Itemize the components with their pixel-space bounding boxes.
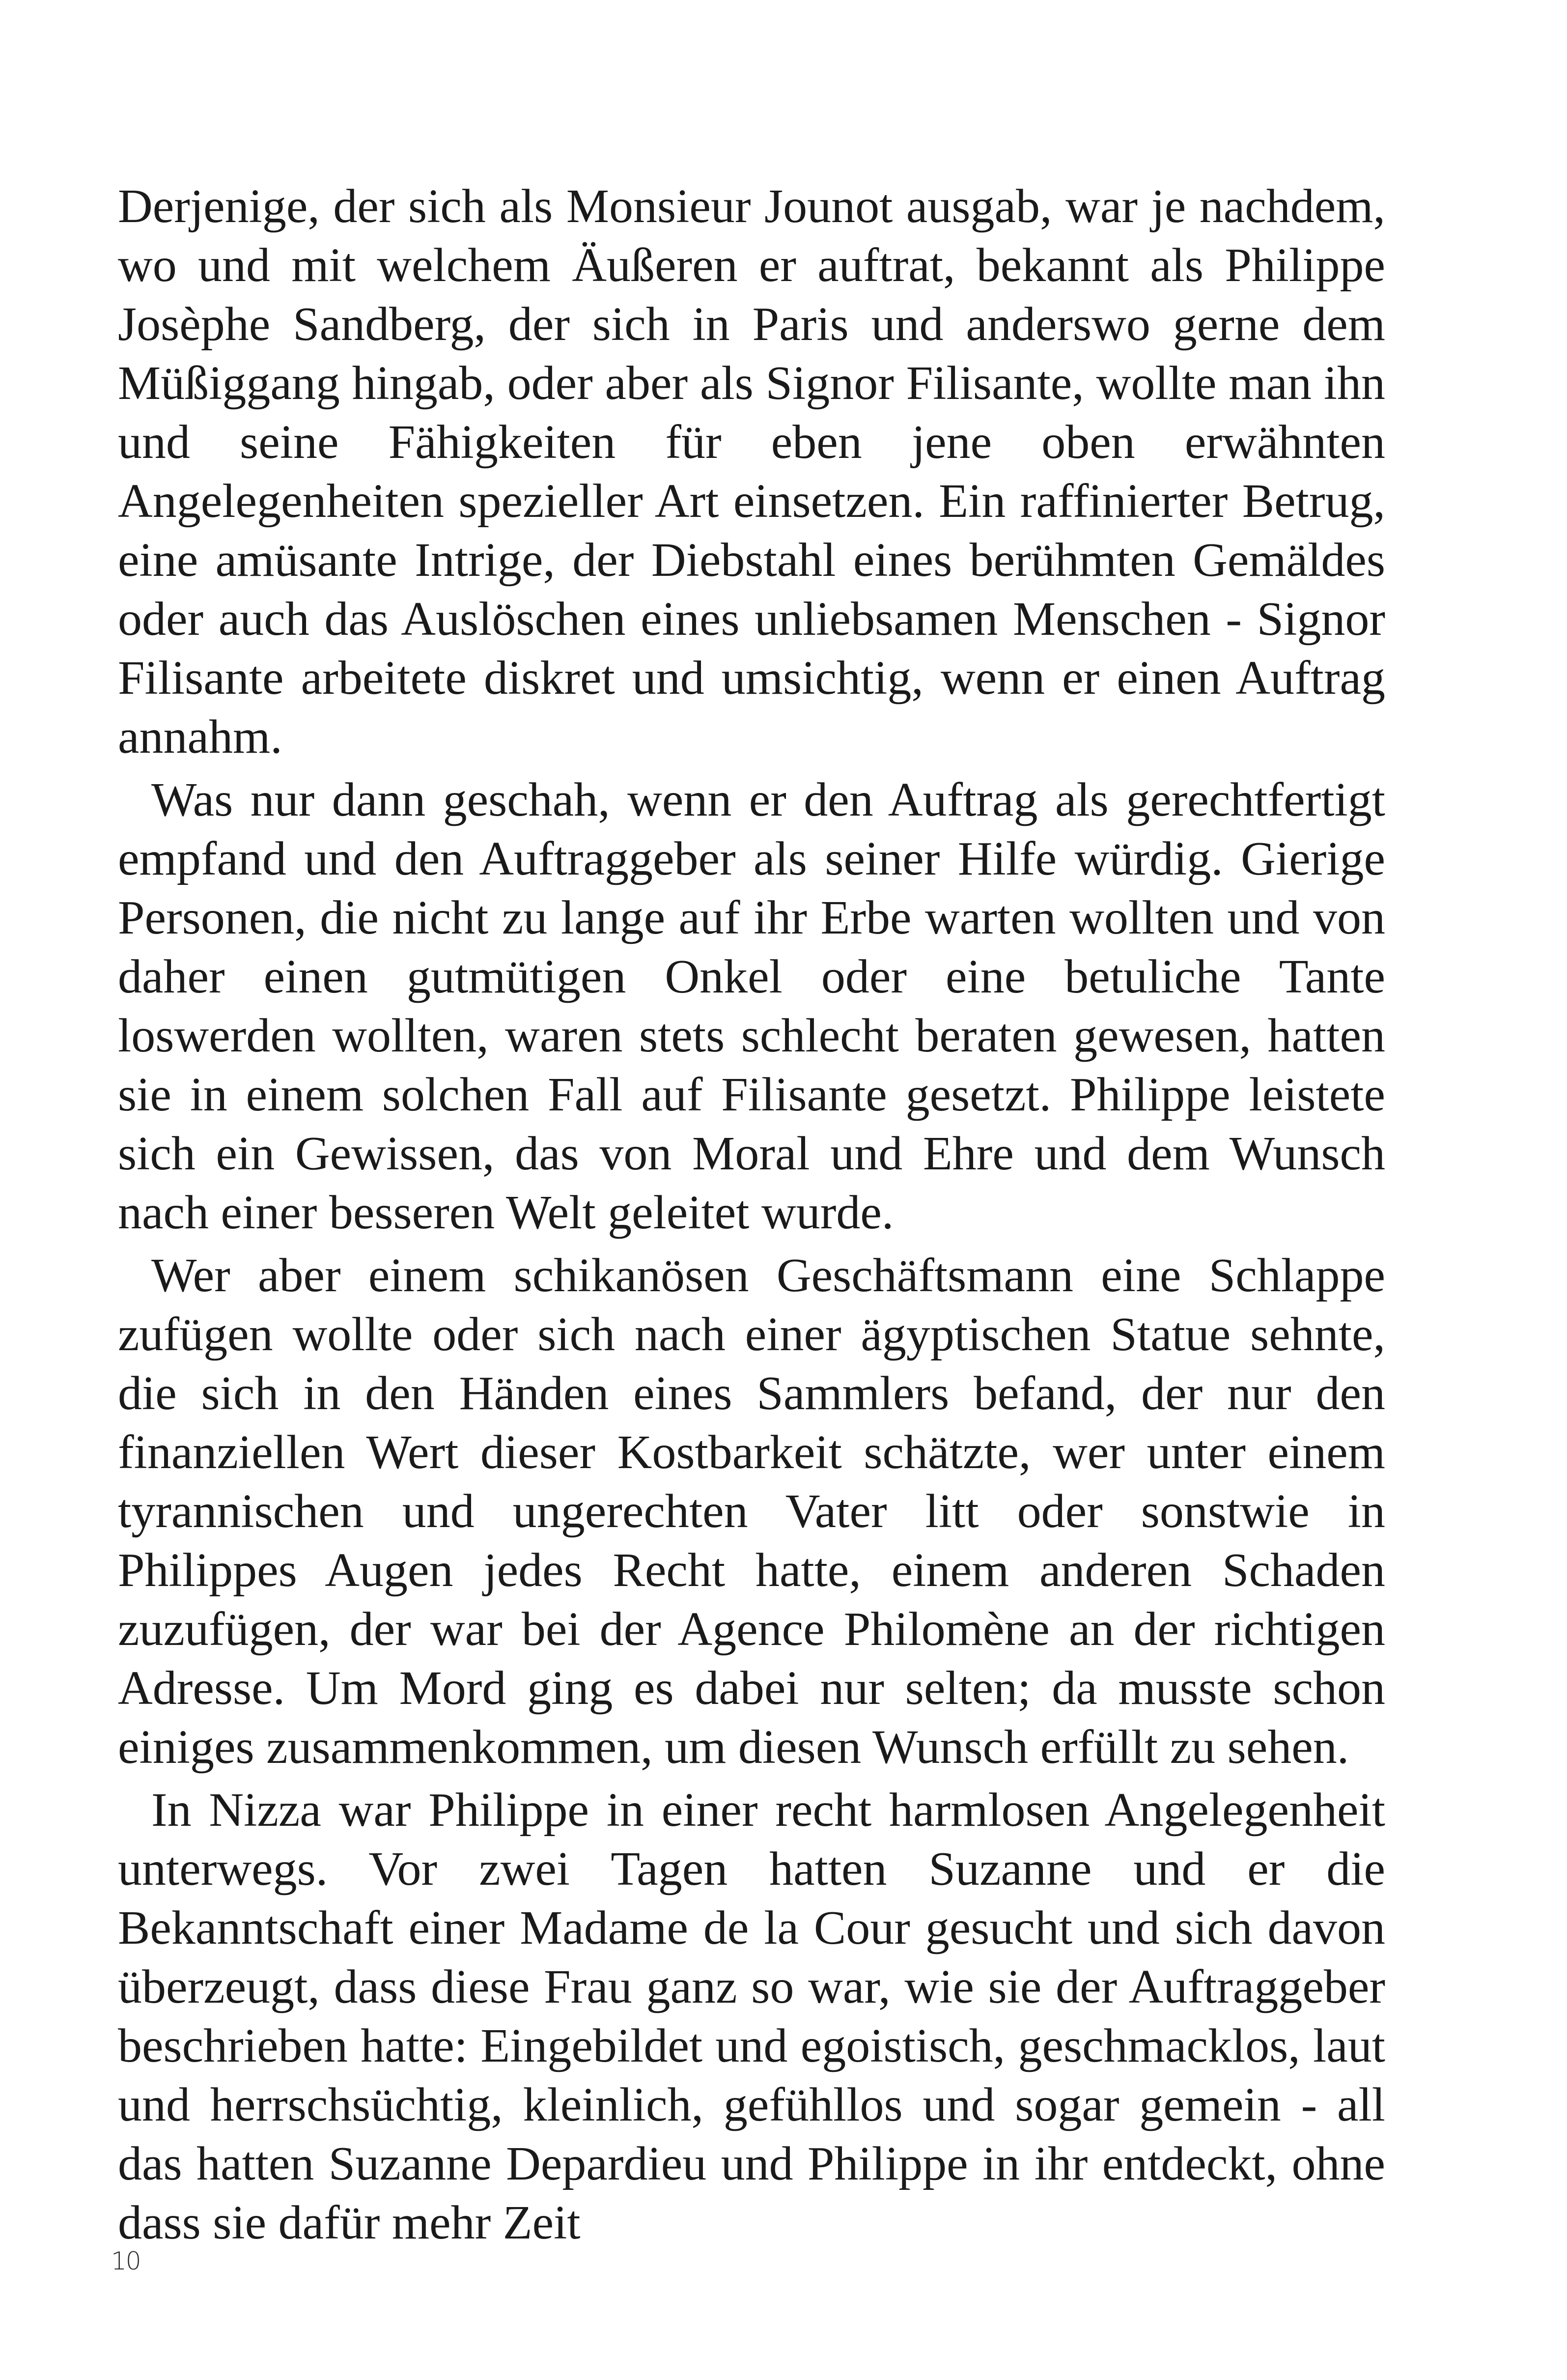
paragraph-2: Was nur dann geschah, wenn er den Auftrag als gerechtfertigt empfand und den Auftraggeber als seiner Hilfe würdig. Gierige Personen, die nicht zu lange auf ihr Erbe warten wollten und von daher einen gutmütigen Onkel oder eine betuliche Tante loswerden wollten, waren stets schlecht beraten gewesen, hatten sie in einem solchen Fall auf Filisante gesetzt. Philippe leistete sich ein Gewissen, das von Moral und Ehre und dem Wunsch nach einer besseren Welt geleitet wurde. (118, 773, 1385, 1239)
paragraph-1: Derjenige, der sich als Monsieur Jounot ausgab, war je nachdem, wo und mit welchem Äußeren er auftrat, bekannt als Philippe Josèphe Sandberg, der sich in Paris und anderswo gerne dem Müßiggang hingab, oder aber als Signor Filisante, wollte man ihn und seine Fähigkeiten für eben jene oben erwähnten Angelegenheiten spezieller Art einsetzen. Ein raffinierter Betrug, eine amüsante Intrige, der Diebstahl eines berühmten Gemäldes oder auch das Auslöschen eines unliebsamen Menschen - Signor Filisante arbeitete diskret und umsichtig, wenn er einen Auftrag annahm. (118, 180, 1385, 764)
paragraph-3: Wer aber einem schikanösen Geschäftsmann eine Schlappe zufügen wollte oder sich nach einer ägyptischen Statue sehnte, die sich in den Händen eines Sammlers befand, der nur den finanziellen Wert dieser Kostbarkeit schätzte, wer unter einem tyrannischen und ungerechten Vater litt oder sonstwie in Philippes Augen jedes Recht hatte, einem anderen Schaden zuzufügen, der war bei der Agence Philomène an der richtigen Adresse. Um Mord ging es dabei nur selten; da musste schon einiges zusammenkommen, um diesen Wunsch erfüllt zu sehen. (118, 1249, 1385, 1774)
paragraph-4: In Nizza war Philippe in einer recht harmlosen Angelegenheit unterwegs. Vor zwei Tagen hatten Suzanne und er die Bekanntschaft einer Madame de la Cour gesucht und sich davon überzeugt, dass diese Frau ganz so war, wie sie der Auftraggeber beschrieben hatte: Eingebildet und egoistisch, geschmacklos, laut und herrschsüchtig, kleinlich, gefühllos und sogar gemein - all das hatten Suzanne Depardieu und Philippe in ihr entdeckt, ohne dass sie dafür mehr Zeit (118, 1784, 1385, 2249)
page-number: 10 (111, 2247, 140, 2275)
body-text (118, 177, 1385, 2252)
